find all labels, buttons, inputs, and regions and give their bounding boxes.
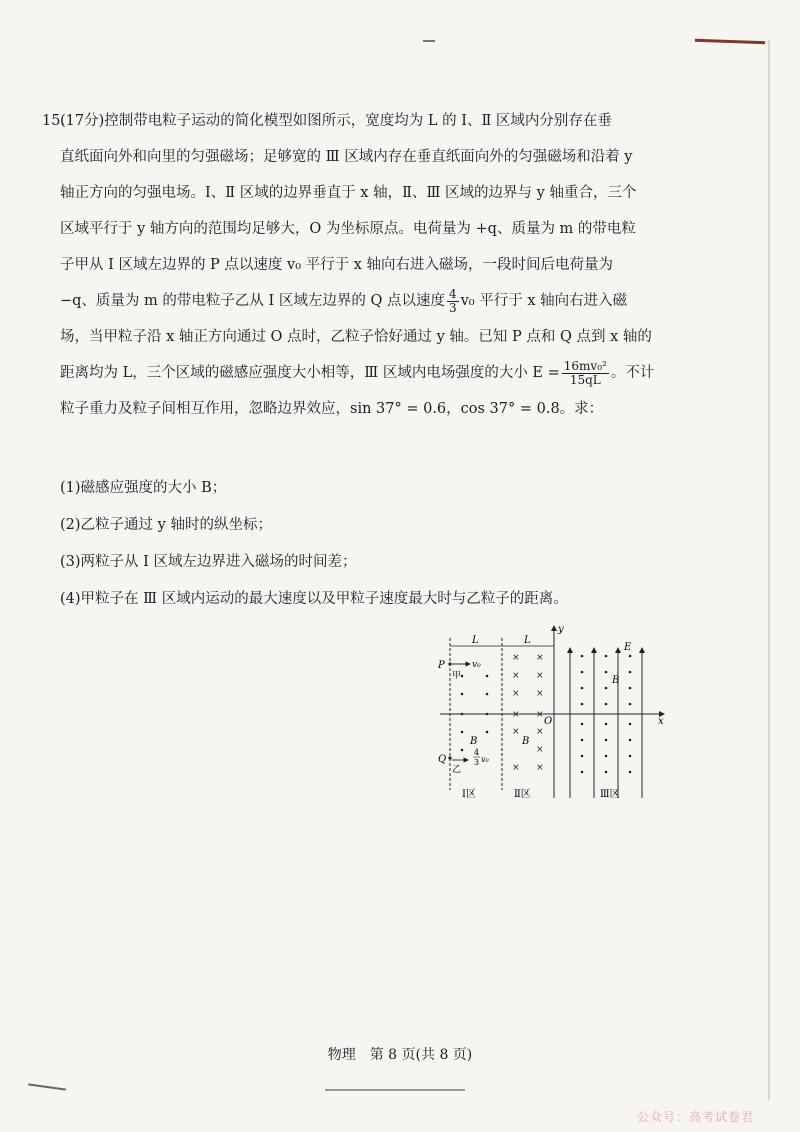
problem-number: 15. <box>42 113 66 129</box>
problem-15 <box>42 104 680 428</box>
svg-text:×: × <box>536 689 544 699</box>
svg-text:×: × <box>536 653 544 663</box>
label-E: E <box>624 642 632 653</box>
region2-crosses <box>512 653 544 773</box>
problem-line: 15. (17分)控制带电粒子运动的简化模型如图所示，宽度均为 L 的 Ⅰ、Ⅱ 区域内分别存在垂 <box>60 104 680 140</box>
label-origin: O <box>544 716 553 727</box>
problem-line: 区域平行于 y 轴方向的范围均足够大，O 为坐标原点。电荷量为 +q、质量为 m 的带电粒 <box>60 221 636 237</box>
label-P: P <box>438 660 445 671</box>
label-L1: L <box>472 635 479 646</box>
label-region3: Ⅲ区 <box>600 789 620 800</box>
scan-edge <box>768 40 770 1100</box>
fraction-field-E: $\frac{\text{16mv₀²}}{15qL}$ <box>563 358 607 387</box>
svg-text:×: × <box>512 727 520 737</box>
svg-text:×: × <box>512 763 520 773</box>
svg-text:×: × <box>536 745 544 755</box>
question-3: (3)两粒子从 Ⅰ 区域左边界进入磁场的时间差； <box>60 554 357 570</box>
problem-line: 场，当甲粒子沿 x 轴正方向通过 O 点时，乙粒子恰好通过 y 轴。已知 P 点和 Q 点到 x 轴的 <box>60 329 652 345</box>
scan-mark <box>695 39 765 44</box>
label-region1: Ⅰ区 <box>462 789 476 800</box>
label-frac-den: 3 <box>474 758 480 767</box>
label-B1: B <box>470 736 478 747</box>
label-jia: 甲 <box>452 671 462 681</box>
problem-line: −q、质量为 m 的带电粒子乙从 Ⅰ 区域左边界的 Q 点以速度 $\frac{4}{3}$ v₀ 平行于 x 轴向右进入磁 <box>60 286 628 315</box>
svg-text:×: × <box>512 671 520 681</box>
label-L2: L <box>524 635 531 646</box>
label-y: y <box>558 624 564 635</box>
question-2: (2)乙粒子通过 y 轴时的纵坐标； <box>60 517 272 533</box>
scan-mark <box>325 1089 465 1091</box>
svg-text:×: × <box>512 653 520 663</box>
label-frac-num: 4 <box>474 748 480 757</box>
question-4: (4)甲粒子在 Ⅲ 区域内运动的最大速度以及甲粒子速度最大时与乙粒子的距离。 <box>60 591 568 607</box>
point-P <box>448 662 451 665</box>
svg-text:×: × <box>536 710 544 720</box>
svg-text:×: × <box>512 710 520 720</box>
label-v0: v₀ <box>472 660 481 670</box>
label-v0b: v₀ <box>481 755 489 764</box>
page-footer: 物理 第 8 页(共 8 页) <box>327 1047 473 1063</box>
scan-mark <box>28 1083 66 1090</box>
label-B2: B <box>522 736 530 747</box>
svg-text:×: × <box>536 671 544 681</box>
label-x: x <box>658 716 664 727</box>
point-Q <box>448 756 451 759</box>
field-region-diagram <box>432 620 672 800</box>
label-Q: Q <box>438 754 447 765</box>
svg-text:×: × <box>512 689 520 699</box>
problem-line: 直纸面向外和向里的匀强磁场；足够宽的 Ⅲ 区域内存在垂直纸面向外的匀强磁场和沿着 y <box>60 149 633 165</box>
label-yi: 乙 <box>452 765 462 775</box>
fraction-4-3: $\frac{4}{3}$ <box>448 286 457 315</box>
problem-line: 距离均为 L，三个区域的磁感应强度大小相等，Ⅲ 区域内电场强度的大小 E = $\frac{\text{16mv₀²}}{15qL}$ 。不计 <box>60 358 655 387</box>
question-1: (1)磁感应强度的大小 B； <box>60 480 227 496</box>
problem-line: 粒子重力及粒子间相互作用，忽略边界效应，sin 37° = 0.6，cos 37° = 0.8。求： <box>60 401 604 417</box>
watermark: 公众号：高考试卷君 <box>637 1110 755 1124</box>
scan-mark <box>423 40 435 42</box>
label-B3: B <box>612 675 620 686</box>
svg-text:×: × <box>536 727 544 737</box>
label-region2: Ⅱ区 <box>514 789 531 800</box>
problem-line: 子甲从 Ⅰ 区域左边界的 P 点以速度 v₀ 平行于 x 轴向右进入磁场，一段时间后电荷量为 <box>60 257 614 273</box>
problem-line: 轴正方向的匀强电场。Ⅰ、Ⅱ 区域的边界垂直于 x 轴，Ⅱ、Ⅲ 区域的边界与 y 轴重合，三个 <box>60 185 637 201</box>
svg-text:×: × <box>536 763 544 773</box>
